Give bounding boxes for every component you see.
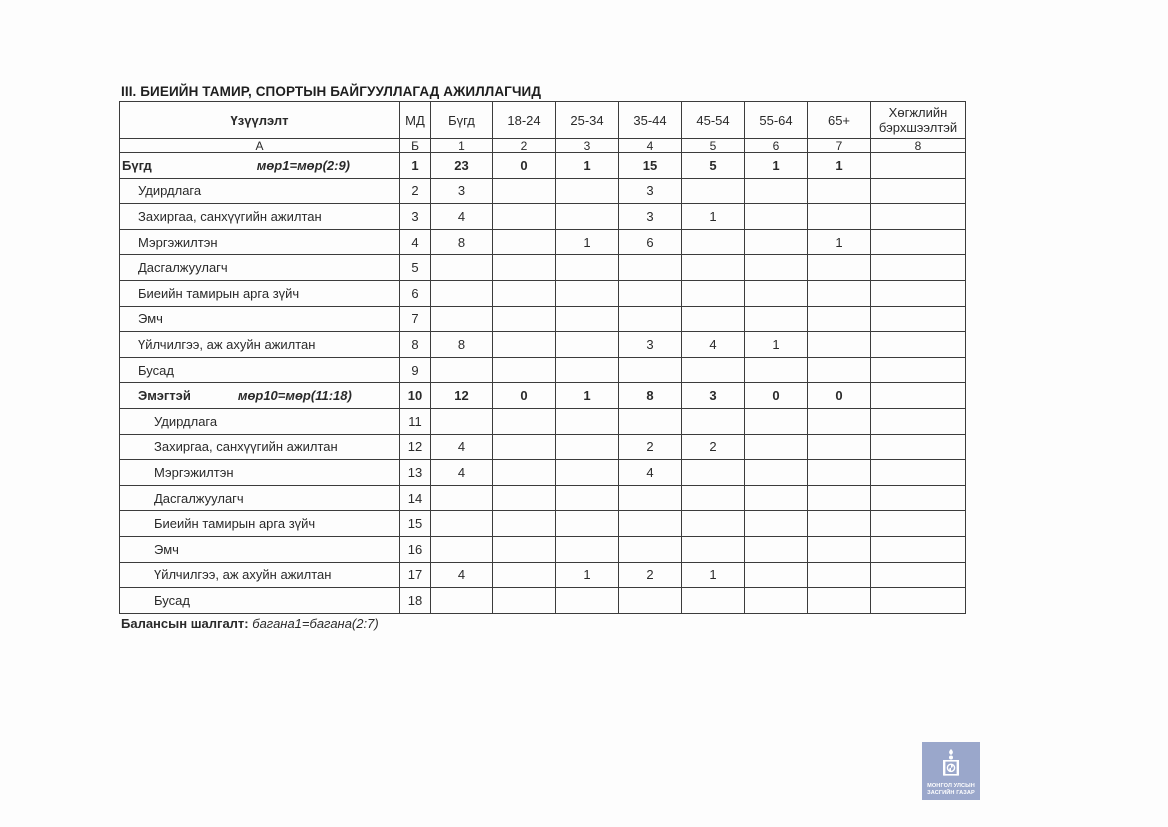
total-cell: 23 bbox=[431, 153, 493, 179]
table-row bbox=[120, 332, 966, 358]
age-65-plus-cell bbox=[808, 562, 871, 588]
row-label: Бусад bbox=[154, 592, 190, 608]
age-55-64-cell bbox=[745, 229, 808, 255]
table-row bbox=[120, 460, 966, 486]
age-35-44-cell bbox=[619, 408, 682, 434]
disabled-cell bbox=[871, 408, 966, 434]
age-65-plus-cell: 0 bbox=[808, 383, 871, 409]
age-35-44-cell bbox=[619, 306, 682, 332]
index-cell: 3 bbox=[556, 139, 619, 153]
disabled-cell bbox=[871, 255, 966, 281]
age-65-plus-cell bbox=[808, 536, 871, 562]
index-cell: 6 bbox=[745, 139, 808, 153]
age-35-44-cell bbox=[619, 536, 682, 562]
header-cell: Бүгд bbox=[431, 102, 493, 139]
row-formula: мөр1=мөр(2:9) bbox=[256, 157, 351, 173]
disabled-cell bbox=[871, 536, 966, 562]
age-25-34-cell bbox=[556, 536, 619, 562]
age-65-plus-cell: 1 bbox=[808, 229, 871, 255]
age-35-44-cell bbox=[619, 485, 682, 511]
age-55-64-cell bbox=[745, 408, 808, 434]
row-label: Удирдлага bbox=[138, 183, 202, 199]
table-row bbox=[120, 204, 966, 230]
table-row bbox=[120, 229, 966, 255]
row-label: Үйлчилгээ, аж ахуйн ажилтан bbox=[154, 567, 332, 583]
table-row bbox=[120, 408, 966, 434]
total-cell: 4 bbox=[431, 562, 493, 588]
table-row bbox=[120, 536, 966, 562]
section-title: III. БИЕИЙН ТАМИР, СПОРТЫН БАЙГУУЛЛАГАД АЖИЛЛАГЧИД bbox=[121, 84, 542, 99]
age-45-54-cell bbox=[682, 588, 745, 614]
row-label: Эмч bbox=[138, 311, 163, 327]
header-cell: 25-34 bbox=[556, 102, 619, 139]
age-25-34-cell bbox=[556, 588, 619, 614]
table-row bbox=[120, 485, 966, 511]
age-45-54-cell bbox=[682, 280, 745, 306]
age-45-54-cell bbox=[682, 485, 745, 511]
age-18-24-cell: 0 bbox=[493, 153, 556, 179]
age-45-54-cell bbox=[682, 255, 745, 281]
header-cell: МД bbox=[400, 102, 431, 139]
age-45-54-cell: 2 bbox=[682, 434, 745, 460]
age-35-44-cell: 15 bbox=[619, 153, 682, 179]
age-18-24-cell bbox=[493, 434, 556, 460]
row-label: Биеийн тамирын арга зүйч bbox=[138, 285, 300, 301]
age-65-plus-cell bbox=[808, 332, 871, 358]
age-18-24-cell bbox=[493, 204, 556, 230]
age-25-34-cell bbox=[556, 460, 619, 486]
indicator-cell bbox=[120, 383, 400, 409]
row-number-cell: 11 bbox=[400, 408, 431, 434]
row-label: Захиргаа, санхүүгийн ажилтан bbox=[154, 439, 338, 455]
age-35-44-cell: 6 bbox=[619, 229, 682, 255]
age-55-64-cell bbox=[745, 460, 808, 486]
age-55-64-cell bbox=[745, 588, 808, 614]
disabled-cell bbox=[871, 511, 966, 537]
age-55-64-cell: 1 bbox=[745, 332, 808, 358]
age-65-plus-cell bbox=[808, 434, 871, 460]
age-65-plus-cell bbox=[808, 204, 871, 230]
table-row bbox=[120, 383, 966, 409]
age-65-plus-cell bbox=[808, 511, 871, 537]
total-cell bbox=[431, 485, 493, 511]
age-18-24-cell bbox=[493, 485, 556, 511]
soyombo-icon bbox=[941, 748, 961, 778]
row-number-cell: 9 bbox=[400, 357, 431, 383]
age-45-54-cell bbox=[682, 357, 745, 383]
age-18-24-cell bbox=[493, 357, 556, 383]
emblem-text-line1: МОНГОЛ УЛСЫН bbox=[927, 783, 975, 789]
disabled-cell bbox=[871, 229, 966, 255]
row-number-cell: 16 bbox=[400, 536, 431, 562]
total-cell: 4 bbox=[431, 434, 493, 460]
row-number-cell: 18 bbox=[400, 588, 431, 614]
indicator-cell bbox=[120, 229, 400, 255]
age-35-44-cell bbox=[619, 588, 682, 614]
total-cell bbox=[431, 536, 493, 562]
age-65-plus-cell: 1 bbox=[808, 153, 871, 179]
age-45-54-cell bbox=[682, 229, 745, 255]
total-cell bbox=[431, 357, 493, 383]
age-55-64-cell bbox=[745, 306, 808, 332]
row-number-cell: 4 bbox=[400, 229, 431, 255]
indicator-cell bbox=[120, 178, 400, 204]
age-18-24-cell bbox=[493, 178, 556, 204]
age-35-44-cell bbox=[619, 511, 682, 537]
age-25-34-cell bbox=[556, 280, 619, 306]
age-35-44-cell: 2 bbox=[619, 562, 682, 588]
age-65-plus-cell bbox=[808, 460, 871, 486]
age-65-plus-cell bbox=[808, 280, 871, 306]
total-cell bbox=[431, 255, 493, 281]
age-55-64-cell bbox=[745, 280, 808, 306]
header-cell: Хөгжлийн бэрхшээлтэй bbox=[871, 102, 966, 139]
indicator-cell bbox=[120, 357, 400, 383]
age-55-64-cell bbox=[745, 204, 808, 230]
disabled-cell bbox=[871, 434, 966, 460]
age-35-44-cell: 3 bbox=[619, 332, 682, 358]
age-45-54-cell bbox=[682, 511, 745, 537]
balance-check bbox=[121, 616, 379, 631]
table-row bbox=[120, 357, 966, 383]
age-55-64-cell bbox=[745, 255, 808, 281]
age-45-54-cell: 4 bbox=[682, 332, 745, 358]
age-35-44-cell: 8 bbox=[619, 383, 682, 409]
age-45-54-cell bbox=[682, 460, 745, 486]
age-45-54-cell: 1 bbox=[682, 204, 745, 230]
age-55-64-cell bbox=[745, 434, 808, 460]
age-65-plus-cell bbox=[808, 255, 871, 281]
index-cell: 2 bbox=[493, 139, 556, 153]
age-18-24-cell bbox=[493, 562, 556, 588]
row-number-cell: 2 bbox=[400, 178, 431, 204]
disabled-cell bbox=[871, 332, 966, 358]
row-formula: мөр10=мөр(11:18) bbox=[237, 388, 352, 404]
row-label: Мэргэжилтэн bbox=[138, 234, 218, 250]
table-row bbox=[120, 153, 966, 179]
indicator-cell bbox=[120, 255, 400, 281]
row-label: Мэргэжилтэн bbox=[154, 464, 234, 480]
total-cell bbox=[431, 511, 493, 537]
age-25-34-cell bbox=[556, 357, 619, 383]
age-55-64-cell bbox=[745, 511, 808, 537]
age-65-plus-cell bbox=[808, 485, 871, 511]
index-cell: 8 bbox=[871, 139, 966, 153]
row-label: Эмч bbox=[154, 541, 179, 557]
index-cell: Б bbox=[400, 139, 431, 153]
age-35-44-cell bbox=[619, 280, 682, 306]
index-cell: 7 bbox=[808, 139, 871, 153]
age-65-plus-cell bbox=[808, 408, 871, 434]
age-25-34-cell: 1 bbox=[556, 562, 619, 588]
age-55-64-cell bbox=[745, 178, 808, 204]
age-35-44-cell: 3 bbox=[619, 178, 682, 204]
disabled-cell bbox=[871, 460, 966, 486]
age-18-24-cell bbox=[493, 255, 556, 281]
total-cell: 8 bbox=[431, 229, 493, 255]
government-emblem bbox=[922, 742, 980, 800]
age-65-plus-cell bbox=[808, 357, 871, 383]
total-cell: 12 bbox=[431, 383, 493, 409]
age-25-34-cell bbox=[556, 408, 619, 434]
header-cell: 55-64 bbox=[745, 102, 808, 139]
row-number-cell: 17 bbox=[400, 562, 431, 588]
indicator-cell bbox=[120, 434, 400, 460]
row-number-cell: 13 bbox=[400, 460, 431, 486]
age-25-34-cell bbox=[556, 332, 619, 358]
age-25-34-cell bbox=[556, 178, 619, 204]
age-55-64-cell bbox=[745, 485, 808, 511]
age-25-34-cell bbox=[556, 255, 619, 281]
disabled-cell bbox=[871, 357, 966, 383]
age-18-24-cell bbox=[493, 588, 556, 614]
age-18-24-cell bbox=[493, 408, 556, 434]
total-cell bbox=[431, 280, 493, 306]
row-label: Эмэгтэй bbox=[138, 388, 191, 404]
row-number-cell: 14 bbox=[400, 485, 431, 511]
age-25-34-cell: 1 bbox=[556, 229, 619, 255]
age-25-34-cell: 1 bbox=[556, 153, 619, 179]
age-18-24-cell bbox=[493, 460, 556, 486]
total-cell: 3 bbox=[431, 178, 493, 204]
row-label: Үйлчилгээ, аж ахуйн ажилтан bbox=[138, 336, 316, 352]
total-cell: 4 bbox=[431, 204, 493, 230]
row-label: Дасгалжуулагч bbox=[138, 260, 228, 276]
age-25-34-cell bbox=[556, 306, 619, 332]
age-25-34-cell bbox=[556, 434, 619, 460]
staff-table bbox=[119, 101, 966, 614]
header-cell: 65+ bbox=[808, 102, 871, 139]
age-18-24-cell bbox=[493, 536, 556, 562]
indicator-cell bbox=[120, 153, 400, 179]
disabled-cell bbox=[871, 383, 966, 409]
age-45-54-cell bbox=[682, 178, 745, 204]
age-45-54-cell bbox=[682, 408, 745, 434]
age-18-24-cell bbox=[493, 280, 556, 306]
disabled-cell bbox=[871, 485, 966, 511]
table-row bbox=[120, 280, 966, 306]
disabled-cell bbox=[871, 588, 966, 614]
age-25-34-cell bbox=[556, 204, 619, 230]
age-18-24-cell bbox=[493, 306, 556, 332]
indicator-cell bbox=[120, 306, 400, 332]
age-55-64-cell: 1 bbox=[745, 153, 808, 179]
row-number-cell: 1 bbox=[400, 153, 431, 179]
table-body bbox=[120, 102, 966, 614]
row-number-cell: 3 bbox=[400, 204, 431, 230]
disabled-cell bbox=[871, 153, 966, 179]
indicator-cell bbox=[120, 588, 400, 614]
emblem-text-line2: ЗАСГИЙН ГАЗАР bbox=[927, 790, 975, 796]
indicator-cell bbox=[120, 460, 400, 486]
age-35-44-cell bbox=[619, 255, 682, 281]
age-18-24-cell: 0 bbox=[493, 383, 556, 409]
total-cell bbox=[431, 588, 493, 614]
indicator-cell bbox=[120, 280, 400, 306]
age-18-24-cell bbox=[493, 229, 556, 255]
index-cell: А bbox=[120, 139, 400, 153]
disabled-cell bbox=[871, 178, 966, 204]
table-row bbox=[120, 178, 966, 204]
age-45-54-cell: 5 bbox=[682, 153, 745, 179]
header-cell: 18-24 bbox=[493, 102, 556, 139]
indicator-cell bbox=[120, 332, 400, 358]
disabled-cell bbox=[871, 280, 966, 306]
age-45-54-cell: 3 bbox=[682, 383, 745, 409]
age-65-plus-cell bbox=[808, 306, 871, 332]
table-row bbox=[120, 511, 966, 537]
age-35-44-cell: 2 bbox=[619, 434, 682, 460]
disabled-cell bbox=[871, 306, 966, 332]
row-label: Бусад bbox=[138, 362, 174, 378]
disabled-cell bbox=[871, 204, 966, 230]
age-55-64-cell: 0 bbox=[745, 383, 808, 409]
table-row bbox=[120, 588, 966, 614]
indicator-cell bbox=[120, 485, 400, 511]
indicator-cell bbox=[120, 511, 400, 537]
balance-check-label: Балансын шалгалт: bbox=[121, 616, 249, 631]
indicator-cell bbox=[120, 536, 400, 562]
row-label: Бүгд bbox=[122, 157, 152, 173]
index-cell: 1 bbox=[431, 139, 493, 153]
header-cell: Үзүүлэлт bbox=[120, 102, 400, 139]
row-label: Дасгалжуулагч bbox=[154, 490, 244, 506]
total-cell: 8 bbox=[431, 332, 493, 358]
indicator-cell bbox=[120, 562, 400, 588]
row-number-cell: 8 bbox=[400, 332, 431, 358]
age-45-54-cell bbox=[682, 536, 745, 562]
row-number-cell: 5 bbox=[400, 255, 431, 281]
row-number-cell: 10 bbox=[400, 383, 431, 409]
header-cell: 45-54 bbox=[682, 102, 745, 139]
age-35-44-cell bbox=[619, 357, 682, 383]
index-cell: 4 bbox=[619, 139, 682, 153]
total-cell bbox=[431, 408, 493, 434]
table-row bbox=[120, 562, 966, 588]
header-row bbox=[120, 102, 966, 139]
age-45-54-cell bbox=[682, 306, 745, 332]
row-number-cell: 6 bbox=[400, 280, 431, 306]
table-row bbox=[120, 255, 966, 281]
column-index-row bbox=[120, 139, 966, 153]
age-55-64-cell bbox=[745, 536, 808, 562]
age-65-plus-cell bbox=[808, 588, 871, 614]
row-number-cell: 7 bbox=[400, 306, 431, 332]
row-label: Удирдлага bbox=[154, 413, 218, 429]
index-cell: 5 bbox=[682, 139, 745, 153]
row-number-cell: 15 bbox=[400, 511, 431, 537]
age-18-24-cell bbox=[493, 332, 556, 358]
row-label: Захиргаа, санхүүгийн ажилтан bbox=[138, 208, 322, 224]
age-55-64-cell bbox=[745, 357, 808, 383]
total-cell bbox=[431, 306, 493, 332]
age-18-24-cell bbox=[493, 511, 556, 537]
indicator-cell bbox=[120, 408, 400, 434]
age-25-34-cell bbox=[556, 511, 619, 537]
header-cell: 35-44 bbox=[619, 102, 682, 139]
indicator-cell bbox=[120, 204, 400, 230]
age-55-64-cell bbox=[745, 562, 808, 588]
age-35-44-cell: 4 bbox=[619, 460, 682, 486]
table-row bbox=[120, 306, 966, 332]
age-45-54-cell: 1 bbox=[682, 562, 745, 588]
balance-check-formula: багана1=багана(2:7) bbox=[252, 616, 379, 631]
row-label: Биеийн тамирын арга зүйч bbox=[154, 516, 316, 532]
age-25-34-cell bbox=[556, 485, 619, 511]
total-cell: 4 bbox=[431, 460, 493, 486]
disabled-cell bbox=[871, 562, 966, 588]
age-35-44-cell: 3 bbox=[619, 204, 682, 230]
table-row bbox=[120, 434, 966, 460]
row-number-cell: 12 bbox=[400, 434, 431, 460]
age-25-34-cell: 1 bbox=[556, 383, 619, 409]
age-65-plus-cell bbox=[808, 178, 871, 204]
